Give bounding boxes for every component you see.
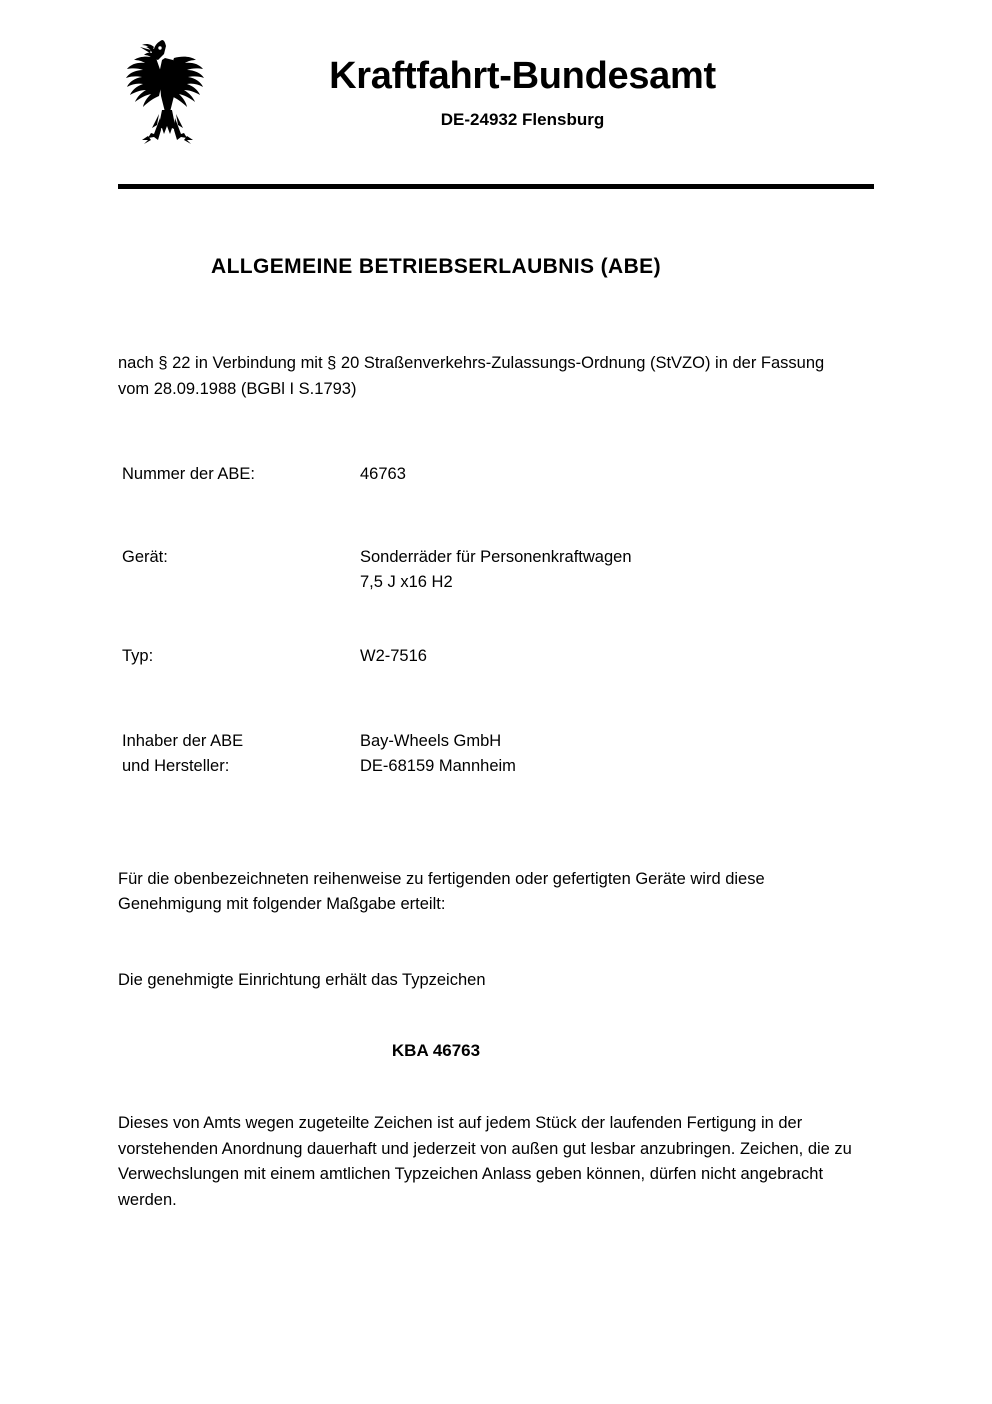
- organization-title: Kraftfahrt-Bundesamt: [329, 55, 716, 97]
- field-value-line: Sonderräder für Personenkraftwagen: [360, 547, 632, 566]
- field-value: [360, 545, 874, 595]
- field-label-line: und Hersteller:: [122, 756, 230, 775]
- field-label-line: Inhaber der ABE: [122, 732, 244, 751]
- marking-requirements-paragraph: Dieses von Amts wegen zugeteilte Zeichen ist auf jedem Stück der laufenden Fertigung in der vorstehenden Anordnung dauerhaft und jederzeit von außen gut lesbar anzubringen. Zeichen, die zu Verwechslungen mit einem amtlichen Typzeichen Anlass geben können, dürfen nicht angebracht werden.: [118, 1114, 852, 1209]
- document-body: [0, 351, 992, 1214]
- field-value: 46763: [360, 465, 406, 484]
- federal-eagle-icon: [118, 34, 218, 146]
- organization-address: DE-24932 Flensburg: [440, 109, 605, 129]
- field-row-typ: [122, 644, 874, 669]
- field-value-line: 7,5 J x16 H2: [360, 572, 453, 591]
- field-value-line: Bay-Wheels GmbH: [360, 732, 502, 751]
- field-row-holder-manufacturer: [122, 729, 874, 779]
- field-row-geraet: [122, 545, 874, 595]
- field-value: [360, 729, 874, 779]
- field-label: Typ:: [122, 647, 154, 666]
- approval-paragraph: Für die obenbezeichneten reihenweise zu fertigenden oder gefertigten Geräte wird diese Genehmigung mit folgender Maßgabe erteilt:: [118, 869, 765, 914]
- field-value: W2-7516: [360, 647, 427, 666]
- typzeichen-intro-paragraph: Die genehmigte Einrichtung erhält das Typzeichen: [118, 970, 486, 989]
- fields-block: [118, 462, 874, 779]
- typzeichen-code: KBA 46763: [391, 1041, 481, 1061]
- field-label: Gerät:: [122, 547, 168, 566]
- field-label: [122, 729, 360, 779]
- spacer: [122, 487, 874, 545]
- spacer: [122, 594, 874, 644]
- field-label: Nummer der ABE:: [122, 465, 255, 484]
- document-header: [0, 0, 992, 146]
- field-row-abe-number: [122, 462, 874, 487]
- header-divider: [118, 184, 874, 189]
- header-text-block: [218, 30, 992, 130]
- page-title: ALLGEMEINE BETRIEBSERLAUBNIS (ABE): [211, 255, 661, 278]
- legal-basis-paragraph: nach § 22 in Verbindung mit § 20 Straßenverkehrs-Zulassungs-Ordnung (StVZO) in der Fassung vom 28.09.1988 (BGBl I S.1793): [118, 354, 825, 398]
- spacer: [122, 669, 874, 729]
- field-value-line: DE-68159 Mannheim: [360, 756, 516, 775]
